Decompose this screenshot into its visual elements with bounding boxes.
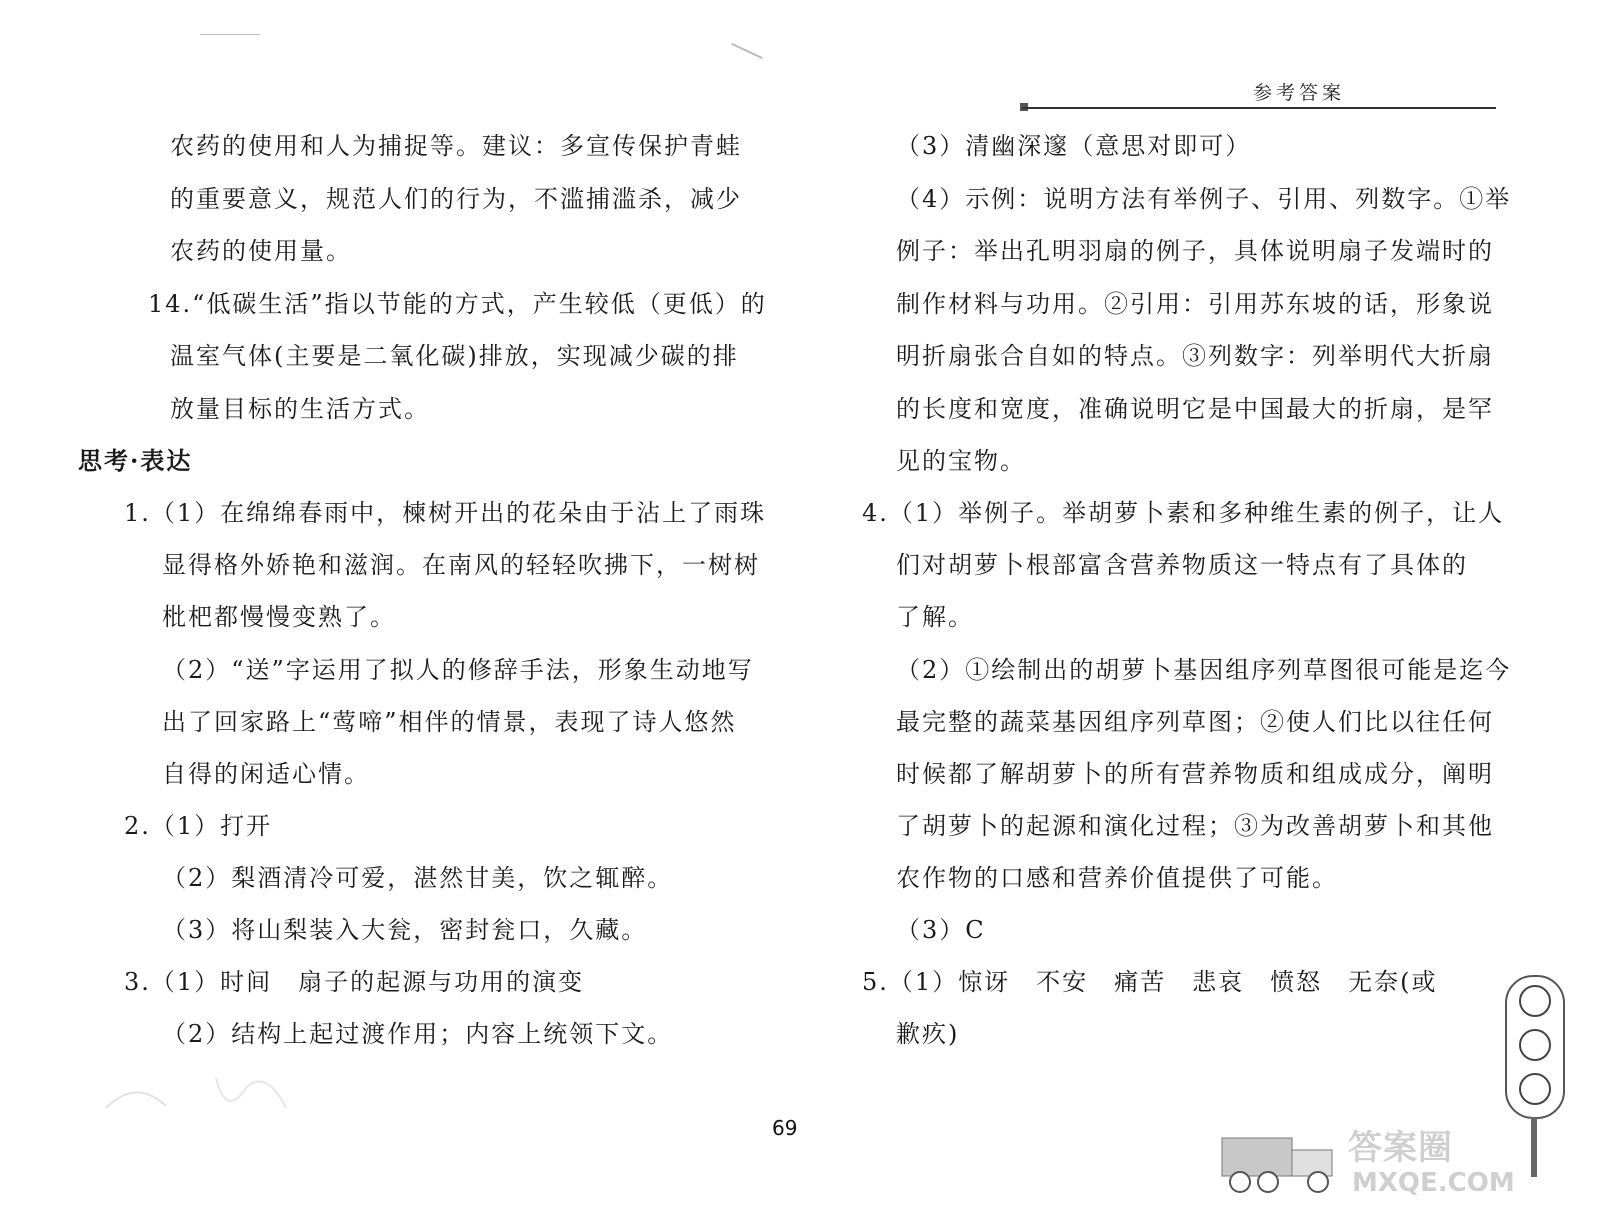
text-line: 见的宝物。 [896, 447, 1026, 475]
text-line: 明折扇张合自如的特点。③列数字：列举明代大折扇 [896, 342, 1494, 370]
text-line: （2）结构上起过渡作用；内容上统领下文。 [162, 1020, 674, 1048]
page-number: 69 [772, 1116, 798, 1140]
text-line: 最完整的蔬菜基因组序列草图；②使人们比以往任何 [896, 708, 1494, 736]
watermark-url: MXQE.COM [1352, 1168, 1515, 1198]
text-line: 自得的闲适心情。 [162, 760, 370, 788]
section-heading: 思考·表达 [78, 446, 193, 475]
header-label: 参考答案 [1253, 82, 1346, 104]
text-line: （3）C [896, 916, 986, 944]
text-line: 歉疚) [896, 1020, 960, 1048]
text-line: 农药的使用和人为捕捉等。建议：多宣传保护青蛙 [170, 132, 742, 160]
faint-sketch-icon [96, 1058, 316, 1128]
text-line: 了胡萝卜的起源和演化过程；③为改善胡萝卜和其他 [896, 812, 1494, 840]
text-line: （2）“送”字运用了拟人的修辞手法，形象生动地写 [162, 656, 754, 684]
text-line: 的长度和宽度，准确说明它是中国最大的折扇，是罕 [896, 395, 1494, 423]
lamp-icon [1519, 985, 1551, 1017]
traffic-light-icon [1505, 975, 1565, 1119]
text-line: 时候都了解胡萝卜的所有营养物质和组成成分，阐明 [896, 760, 1494, 788]
text-line: 显得格外娇艳和滋润。在南风的轻轻吹拂下，一树树 [162, 551, 760, 579]
lamp-icon [1519, 1029, 1551, 1061]
text-line: （4）示例：说明方法有举例子、引用、列数字。①举 [896, 185, 1512, 213]
text-line: 14.“低碳生活”指以节能的方式，产生较低（更低）的 [148, 290, 767, 318]
scan-mark [731, 43, 763, 59]
lamp-icon [1519, 1073, 1551, 1105]
text-line: 5.（1）惊讶 不安 痛苦 悲哀 愤怒 无奈(或 [862, 968, 1438, 996]
text-line: 出了回家路上“莺啼”相伴的情景，表现了诗人悠然 [162, 708, 737, 736]
scan-mark [200, 34, 260, 35]
text-line: 2.（1）打开 [124, 812, 273, 840]
text-line: （2）①绘制出的胡萝卜基因组序列草图很可能是迄今 [896, 656, 1512, 684]
text-line: 制作材料与功用。②引用：引用苏东坡的话，形象说 [896, 290, 1494, 318]
text-line: 农作物的口感和营养价值提供了可能。 [896, 864, 1338, 892]
text-line: 的重要意义，规范人们的行为，不滥捕滥杀，减少 [170, 185, 742, 213]
text-line: 1.（1）在绵绵春雨中，楝树开出的花朵由于沾上了雨珠 [124, 499, 767, 527]
text-line: 们对胡萝卜根部富含营养物质这一特点有了具体的 [896, 551, 1468, 579]
traffic-light-pole [1531, 1117, 1537, 1177]
text-line: 温室气体(主要是二氧化碳)排放，实现减少碳的排 [170, 342, 739, 370]
text-line: 例子：举出孔明羽扇的例子，具体说明扇子发端时的 [896, 237, 1494, 265]
text-line: 枇杷都慢慢变熟了。 [162, 603, 396, 631]
watermark-logo: 答案圈 [1348, 1128, 1453, 1168]
text-line: 农药的使用量。 [170, 237, 352, 265]
text-line: 放量目标的生活方式。 [170, 395, 430, 423]
header-rule [1022, 107, 1496, 109]
text-line: 3.（1）时间 扇子的起源与功用的演变 [124, 968, 585, 996]
text-line: （3）清幽深邃（意思对即可） [896, 132, 1252, 160]
text-line: 了解。 [896, 603, 974, 631]
text-line: 4.（1）举例子。举胡萝卜素和多种维生素的例子，让人 [862, 499, 1505, 527]
text-line: （2）梨酒清冷可爱，湛然甘美，饮之辄醉。 [162, 864, 674, 892]
text-line: （3）将山梨装入大瓮，密封瓮口，久藏。 [162, 916, 648, 944]
